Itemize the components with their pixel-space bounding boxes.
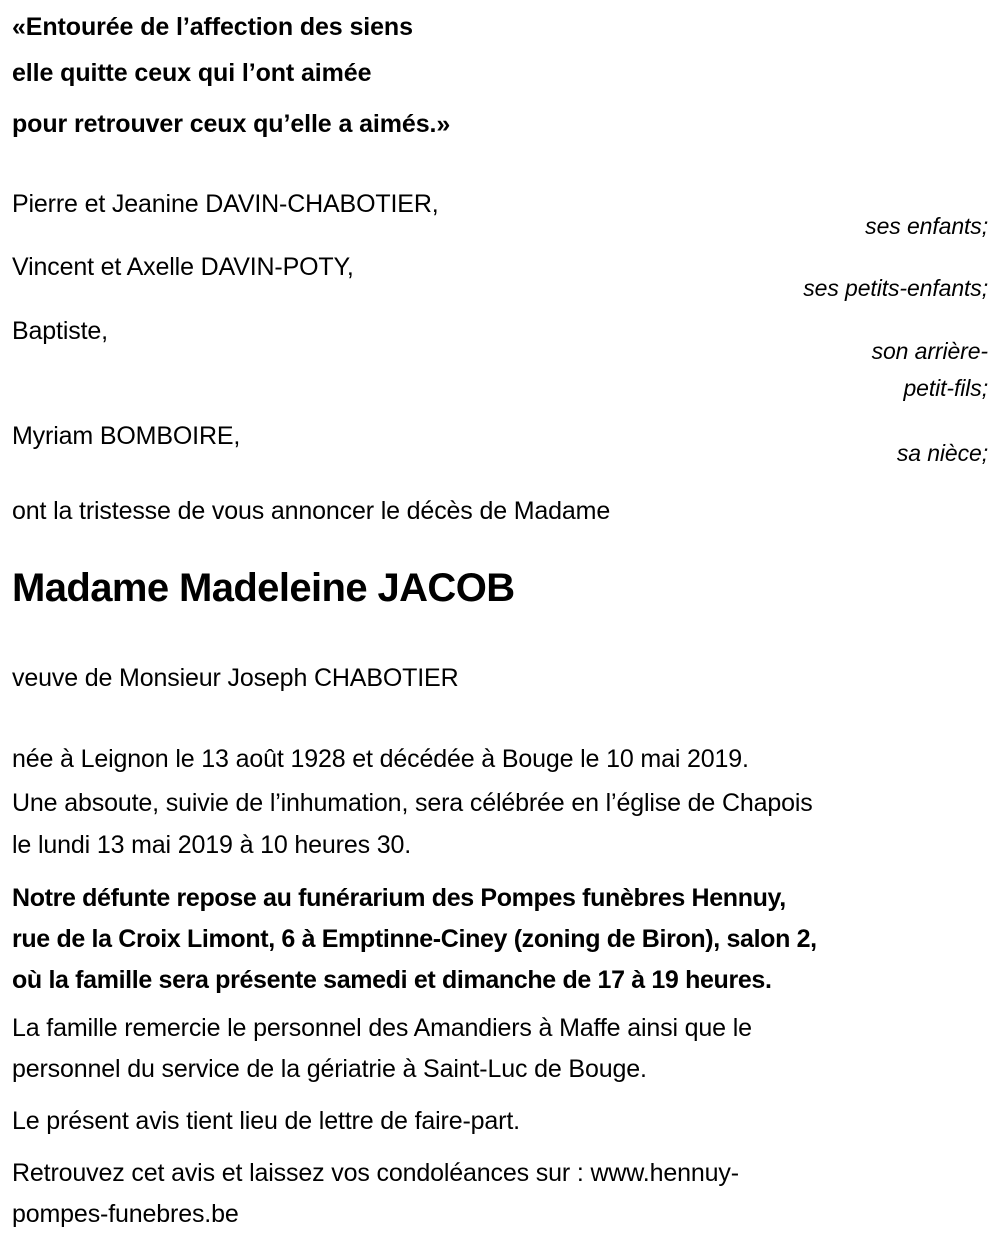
condolences-line-2: pompes-funebres.be — [12, 1200, 239, 1228]
ceremony-line-1: Une absoute, suivie de l’inhumation, sera célébrée en l’église de Chapois — [12, 789, 813, 817]
thanks-line-2: personnel du service de la gériatrie à Saint-Luc de Bouge. — [12, 1055, 647, 1083]
relation-label-arriere-petit-fils-line2: petit-fils; — [903, 375, 988, 401]
spouse-line: veuve de Monsieur Joseph CHABOTIER — [12, 664, 459, 692]
family-name-3: Baptiste, — [12, 317, 108, 345]
epigraph-line-1: «Entourée de l’affection des siens — [12, 13, 413, 41]
relation-label-arriere-petit-fils-line1: son arrière- — [871, 338, 988, 364]
faire-part-line: Le présent avis tient lieu de lettre de faire-part. — [12, 1107, 520, 1135]
funeral-home-line-2: rue de la Croix Limont, 6 à Emptinne-Ciney (zoning de Biron), salon 2, — [12, 925, 817, 953]
announcement-intro: ont la tristesse de vous annoncer le décès de Madame — [12, 497, 611, 525]
relation-label-niece: sa nièce; — [896, 440, 988, 466]
epigraph-line-3: pour retrouver ceux qu’elle a aimés.» — [12, 110, 451, 138]
epigraph-line-2: elle quitte ceux qui l’ont aimée — [12, 59, 372, 87]
family-name-4: Myriam BOMBOIRE, — [12, 422, 241, 450]
deceased-name-heading: Madame Madeleine JACOB — [12, 566, 515, 610]
ceremony-line-2: le lundi 13 mai 2019 à 10 heures 30. — [12, 831, 412, 859]
funeral-home-line-3: où la famille sera présente samedi et dimanche de 17 à 19 heures. — [12, 966, 772, 994]
family-name-2: Vincent et Axelle DAVIN-POTY, — [12, 253, 354, 281]
birth-death-line: née à Leignon le 13 août 1928 et décédée à Bouge le 10 mai 2019. — [12, 745, 749, 773]
relation-label-enfants: ses enfants; — [865, 213, 988, 239]
relation-label-petits-enfants: ses petits-enfants; — [803, 275, 988, 301]
funeral-home-line-1: Notre défunte repose au funérarium des Pompes funèbres Hennuy, — [12, 884, 786, 912]
thanks-line-1: La famille remercie le personnel des Amandiers à Maffe ainsi que le — [12, 1014, 752, 1042]
family-name-1: Pierre et Jeanine DAVIN-CHABOTIER, — [12, 190, 439, 218]
condolences-line-1: Retrouvez cet avis et laissez vos condoléances sur : www.hennuy- — [12, 1159, 739, 1187]
